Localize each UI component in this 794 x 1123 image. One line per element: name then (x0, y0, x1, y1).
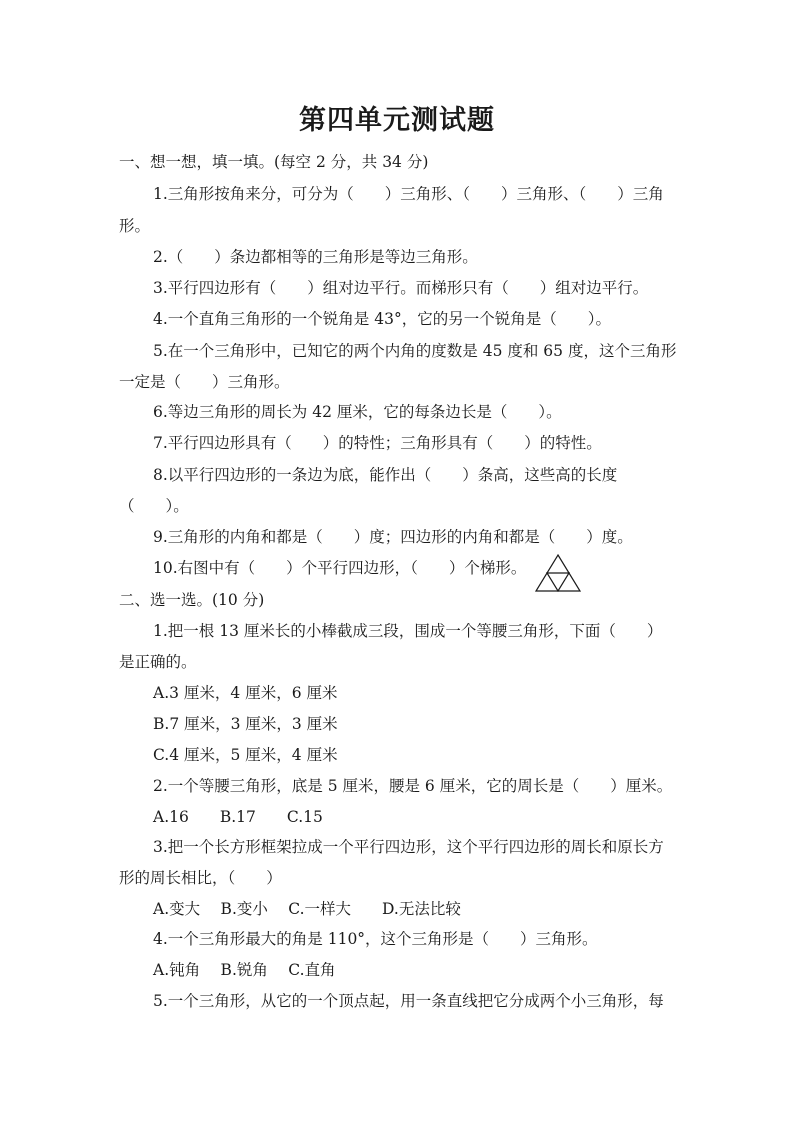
question-2-2-options: A.16 B.17 C.15 (153, 808, 323, 826)
question-1-7: 7.平行四边形具有（ ）的特性；三角形具有（ ）的特性。 (153, 434, 602, 452)
question-1-5-line-1: 5.在一个三角形中，已知它的两个内角的度数是 45 度和 65 度，这个三角形 (153, 342, 677, 360)
question-2-1-option-a: A.3 厘米，4 厘米，6 厘米 (153, 684, 338, 702)
question-1-10: 10.右图中有（ ）个平行四边形，（ ）个梯形。 (153, 559, 527, 577)
question-1-9: 9.三角形的内角和都是（ ）度；四边形的内角和都是（ ）度。 (153, 528, 633, 546)
question-2-3-line-2: 形的周长相比，（ ） (119, 869, 282, 887)
question-1-6: 6.等边三角形的周长为 42 厘米，它的每条边长是（ ）。 (153, 403, 562, 421)
question-1-3: 3.平行四边形有（ ）组对边平行。而梯形只有（ ）组对边平行。 (153, 279, 649, 297)
question-1-5-line-2: 一定是（ ）三角形。 (119, 373, 290, 391)
question-1-8-line-2: （ ）。 (119, 497, 189, 515)
question-2-1-line-1: 1.把一根 13 厘米长的小棒截成三段，围成一个等腰三角形，下面（ ） (153, 622, 663, 640)
question-2-1-line-2: 是正确的。 (119, 653, 197, 671)
inner-triangle (547, 573, 569, 591)
question-2-4: 4.一个三角形最大的角是 110°，这个三角形是（ ）三角形。 (153, 930, 598, 948)
question-2-4-options: A.钝角 B.锐角 C.直角 (153, 961, 336, 979)
triangle-figure (533, 553, 583, 593)
page-title: 第四单元测试题 (299, 105, 495, 136)
section-2-heading: 二、选一选。(10 分) (119, 591, 265, 609)
question-1-4: 4.一个直角三角形的一个锐角是 43°，它的另一个锐角是（ ）。 (153, 310, 611, 328)
question-2-1-option-b: B.7 厘米，3 厘米，3 厘米 (153, 715, 338, 733)
question-2-5-line-1: 5.一个三角形，从它的一个顶点起，用一条直线把它分成两个小三角形，每 (153, 992, 664, 1010)
question-2-2: 2.一个等腰三角形，底是 5 厘米，腰是 6 厘米，它的周长是（ ）厘米。 (153, 777, 673, 795)
question-1-1-line-2: 形。 (119, 217, 151, 235)
question-2-1-option-c: C.4 厘米，5 厘米，4 厘米 (153, 746, 338, 764)
question-1-8-line-1: 8.以平行四边形的一条边为底，能作出（ ）条高，这些高的长度 (153, 466, 618, 484)
question-1-1-line-1: 1.三角形按角来分，可分为（ ）三角形、（ ）三角形、（ ）三角 (153, 185, 664, 203)
question-1-2: 2.（ ）条边都相等的三角形是等边三角形。 (153, 248, 478, 266)
question-2-3-line-1: 3.把一个长方形框架拉成一个平行四边形，这个平行四边形的周长和原长方 (153, 838, 664, 856)
question-2-3-options: A.变大 B.变小 C.一样大 D.无法比较 (153, 900, 461, 918)
section-1-heading: 一、想一想，填一填。(每空 2 分，共 34 分) (119, 153, 429, 171)
